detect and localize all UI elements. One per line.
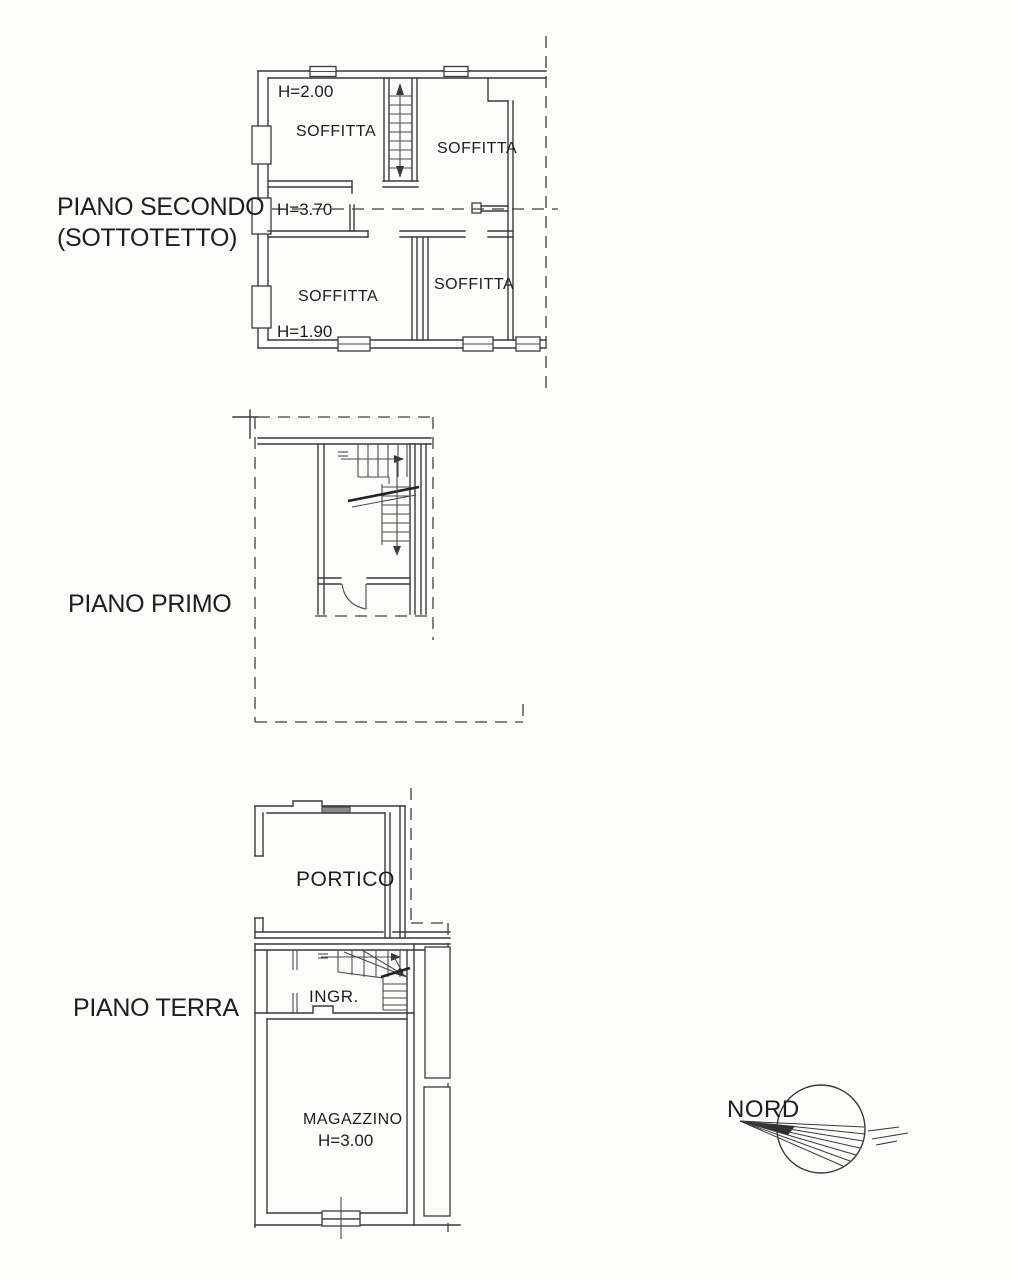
floor-title-sottotetto: (SOTTOTETTO) bbox=[57, 224, 238, 252]
compass-continuation-dashes bbox=[868, 1127, 908, 1145]
height-annotation: H=1.90 bbox=[277, 322, 333, 341]
piano-primo-plan bbox=[233, 410, 523, 722]
stairwell-walls bbox=[258, 438, 431, 614]
height-annotation: H=2.00 bbox=[278, 82, 334, 101]
stair-down-arrow-icon bbox=[396, 166, 404, 178]
staircase-icon bbox=[383, 78, 418, 187]
stair-down-arrow-icon bbox=[393, 546, 401, 556]
room-label-soffitta-top-right: SOFFITTA bbox=[437, 140, 518, 157]
window-symbol bbox=[322, 1197, 360, 1239]
room-label-portico: PORTICO bbox=[296, 868, 395, 891]
height-annotation: H=3.70 bbox=[277, 200, 333, 219]
staircase-icon bbox=[338, 444, 419, 556]
stair-direction-arrow-icon bbox=[394, 455, 404, 463]
floor-title-piano-secondo: PIANO SECONDO bbox=[57, 193, 265, 221]
north-label: NORD bbox=[727, 1096, 800, 1123]
room-label-magazzino: MAGAZZINO bbox=[303, 1111, 403, 1128]
floor-title-piano-primo: PIANO PRIMO bbox=[68, 590, 232, 618]
stair-break-line bbox=[348, 487, 419, 501]
window-sill-symbol bbox=[322, 807, 350, 813]
north-compass-icon bbox=[727, 1085, 908, 1173]
door-swing-icon bbox=[342, 584, 366, 609]
window-symbol bbox=[338, 337, 540, 351]
room-label-ingresso: INGR. bbox=[309, 987, 359, 1006]
piano-terra-plan bbox=[255, 788, 460, 1239]
room-label-soffitta-bottom-right: SOFFITTA bbox=[434, 276, 515, 293]
stair-up-arrow-icon bbox=[396, 83, 404, 95]
boundary-dashed-lines bbox=[255, 417, 523, 722]
height-annotation: H=3.00 bbox=[318, 1131, 374, 1150]
floor-title-piano-terra: PIANO TERRA bbox=[73, 994, 239, 1022]
room-label-soffitta-top-left: SOFFITTA bbox=[296, 123, 377, 140]
side-wall-strips bbox=[424, 947, 450, 1216]
room-label-soffitta-bottom-left: SOFFITTA bbox=[298, 288, 379, 305]
piano-secondo-plan bbox=[252, 36, 558, 392]
wall-pier-symbols bbox=[252, 126, 271, 328]
